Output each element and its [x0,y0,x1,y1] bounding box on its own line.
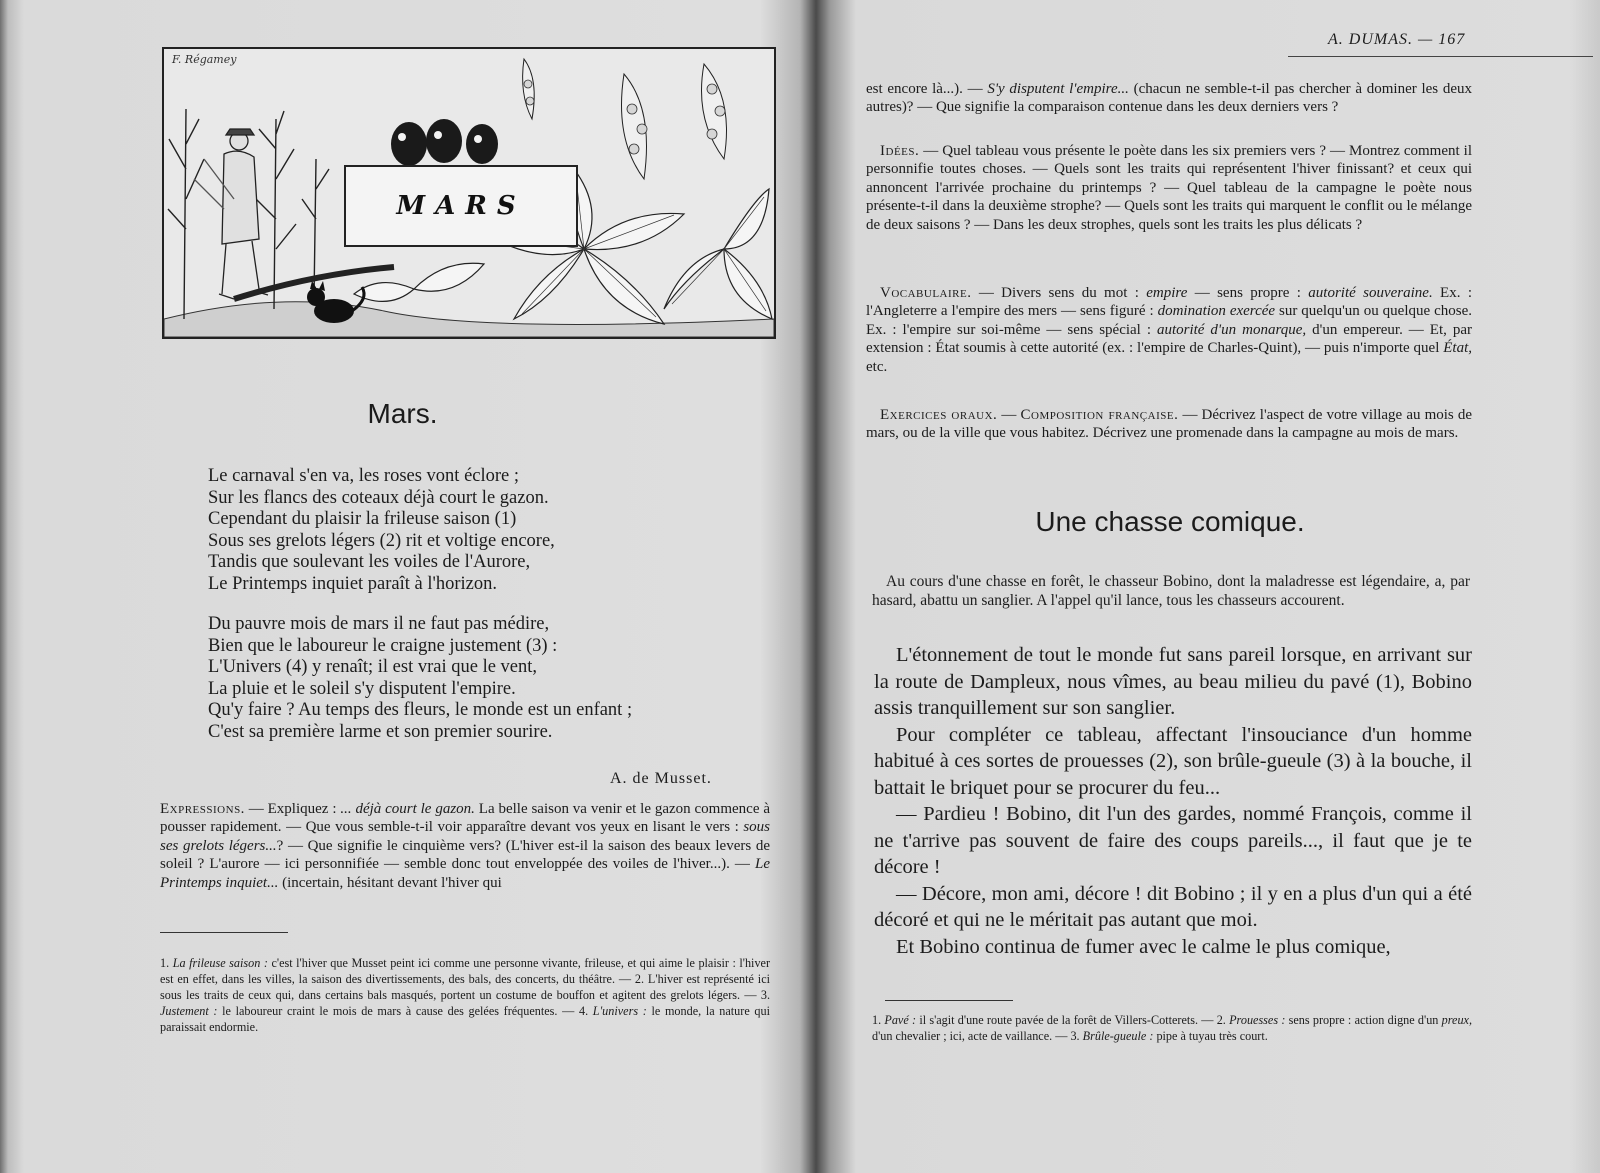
italic-run: La frileuse saison : [172,956,268,970]
italic-run: Pavé : [884,1013,917,1027]
text-run: — Quel tableau vous présente le poète dans les six premiers vers ? — Montrez comment il personnifie toutes choses. — Quels sont les traits qui représentent l'hiver finissant? et ceux qui annoncent l'arrivée prochaine du printemps ? — Quel tableau de la campagne le poète nous présente-t-il dans la deuxième strophe? — Quels sont les traits qui marquent le conflit ou le mélange de deux saisons ? — Dans les deux strophes, quels sont les traits les plus délicats ? [866,143,1472,233]
section-label: Composition française. [1020,407,1179,423]
continuation-text [866,80,1472,117]
text-run: sur quelqu'un ou quelque chose. Ex. : l'empire sur soi-même — sens spécial : [866,303,1472,338]
header-rule [1288,56,1593,57]
italic-run: Brûle-gueule : [1082,1029,1154,1043]
text-run: 1. [872,1013,885,1027]
text-run: etc. [866,358,888,375]
poem-title: Mars. [367,398,438,429]
poem-body [208,466,768,743]
text-run: le monde, la nature qui paraissait endormie. [160,1004,770,1034]
month-label: MARS [396,191,526,221]
stanza-gap [208,595,768,614]
text-run: 1. [160,956,173,970]
poem-line: C'est sa première larme et son premier sourire. [208,721,553,742]
story-title: Une chasse comique. [1035,506,1305,537]
text-run: La belle saison va venir et le gazon commence à pousser rapidement. — Que vous semble-t-il voir apparaître devant vos yeux en lisant le vers : [160,801,771,836]
text-run: le laboureur craint le mois de mars à cause des gelées fréquentes. — 4. [217,1004,593,1018]
poem-line: La pluie et le soleil s'y disputent l'empire. [208,678,516,699]
text-run: c'est l'hiver que Musset peint ici comme une personne vivante, frileuse, et qui aime le plaisir : l'hiver est en effet, dans les villes, la saison des divertissements, des bals, des concerts, du théâtre. — 2. L'hiver est représenté ici sous les traits de ceux qui, dans certains bals masqués, portent un costume de bouffon et agitent des grelots légers. — 3. [160,956,770,1002]
vocabulaire-section [866,284,1472,376]
exercices-section [866,406,1472,443]
poem-line: Qu'y faire ? Au temps des fleurs, le monde est un enfant ; [208,700,633,720]
story-intro: Au cours d'une chasse en forêt, le chasseur Bobino, dont la maladresse est légendaire, a, par hasard, abattu un sanglier. A l'appel qu'il lance, tous les chasseurs accourent. [872,573,1470,609]
story-body [874,642,1472,960]
section-label: Exercices oraux. [880,407,998,423]
italic-run: sous ses grelots légers... [160,819,770,854]
italic-run: autorité souveraine. [1308,285,1433,301]
italic-run: ... déjà court le gazon. [340,801,475,817]
poem-line: Le Printemps inquiet paraît à l'horizon. [208,573,497,594]
italic-run: Prouesses : [1229,1013,1286,1027]
text-run: d'un chevalier ; ici, acte de vaillance. — 3. [872,1029,1083,1043]
text-run: — Divers sens du mot : [971,285,1147,301]
text-run: — Expliquez : [244,801,341,817]
story-paragraph: Et Bobino continua de fumer avec le calme le plus comique, [896,935,1391,958]
poem-line: Du pauvre mois de mars il ne faut pas médire, [208,614,550,634]
text-run: est encore là...). — [866,81,988,97]
italic-run: Justement : [160,1004,218,1018]
poem-line: L'Univers (4) y renaît; il est vrai que le vent, [208,657,538,677]
poem-line: Bien que le laboureur le craigne justement (3) : [208,635,558,656]
footnote-rule [160,932,288,933]
poem-line: Sous ses grelots légers (2) rit et voltige encore, [208,530,555,551]
text-run: il s'agit d'une route pavée de la forêt de Villers-Cotterets. — 2. [916,1013,1230,1027]
italic-run: empire [1146,285,1188,301]
text-run: sens propre : action digne d'un [1285,1013,1442,1027]
footnote-rule [885,1000,1013,1001]
italic-run: autorité d'un monarque, [1156,321,1307,338]
story-paragraph: L'étonnement de tout le monde fut sans pareil lorsque, en arrivant sur la route de Dampleux, nous vîmes, au beau milieu du pavé (1), Bobino assis tranquillement sur son sanglier. [874,644,1472,719]
text-run: — sens propre : [1187,285,1309,301]
text-run: (chacun ne semble-t-il pas chercher à dominer les deux autres)? — Que signifie la comparaison contenue dans les deux derniers vers ? [866,81,1472,116]
poem-line: Sur les flancs des coteaux déjà court le gazon. [208,487,549,508]
header-illustration [162,47,776,339]
running-head: A. DUMAS. — 167 [1328,31,1466,48]
section-label: Expressions. [160,801,245,817]
text-run: ? — Que signifie le cinquième vers? (L'hiver est-il la saison des beaux levers de soleil ? L'aurore — ici personnifiée — semble donc tout enveloppée des voiles de l'hiver...). — [160,837,770,873]
text-run: — Décrivez l'aspect de votre village au mois de mars, ou de la ville que vous habitez. Décrivez une promenade dans la campagne au mois de mars. [866,407,1473,442]
italic-run: État, [1443,340,1472,357]
section-label: Vocabulaire. [880,285,972,301]
illustrator-signature: F. Régamey [172,53,237,66]
idees-section [866,142,1472,234]
section-label: Idées. [880,143,920,159]
text-run: — [997,407,1021,423]
poem-author: A. de Musset. [610,770,712,787]
text-run: d'un empereur. — Et, par extension : État soumis à cette autorité (ex. : l'empire de Charles-Quint), — puis n'importe quel [866,321,1472,357]
story-paragraph: Pour compléter ce tableau, affectant l'insouciance d'un homme habitué à ces sortes de prouesses (2), son brûle-gueule (3) à la bouche, il battait le briquet pour se procurer du feu... [874,723,1472,799]
right-page [830,0,1600,1173]
right-footnotes [872,1012,1472,1044]
left-footnotes [160,955,770,1035]
text-run: Ex. : l'Angleterre a l'empire des mers — sens figuré : [866,285,1472,320]
text-run: (incertain, hésitant devant l'hiver qui [278,874,502,891]
story-paragraph: — Décore, mon ami, décore ! dit Bobino ; il y en a plus d'un qui a été décoré et qui ne le méritait pas autant que moi. [874,882,1472,931]
italic-run: domination exercée [1157,303,1276,320]
italic-run: Le Printemps inquiet... [160,856,770,891]
italic-run: preux, [1441,1013,1472,1027]
month-cartouche [344,165,578,247]
poem-line: Cependant du plaisir la frileuse saison (1) [208,509,517,529]
poem-line: Le carnaval s'en va, les roses vont éclore ; [208,466,520,486]
poem-line: Tandis que soulevant les voiles de l'Aurore, [208,552,531,572]
story-paragraph: — Pardieu ! Bobino, dit l'un des gardes, nommé François, comme il ne t'arrive pas souvent de faire des coups pareils..., il faut que je te décore ! [874,803,1472,878]
italic-run: L'univers : [592,1004,647,1018]
expressions-section [160,800,770,892]
text-run: pipe à tuyau très court. [1153,1029,1268,1043]
italic-run: S'y disputent l'empire... [987,81,1129,97]
